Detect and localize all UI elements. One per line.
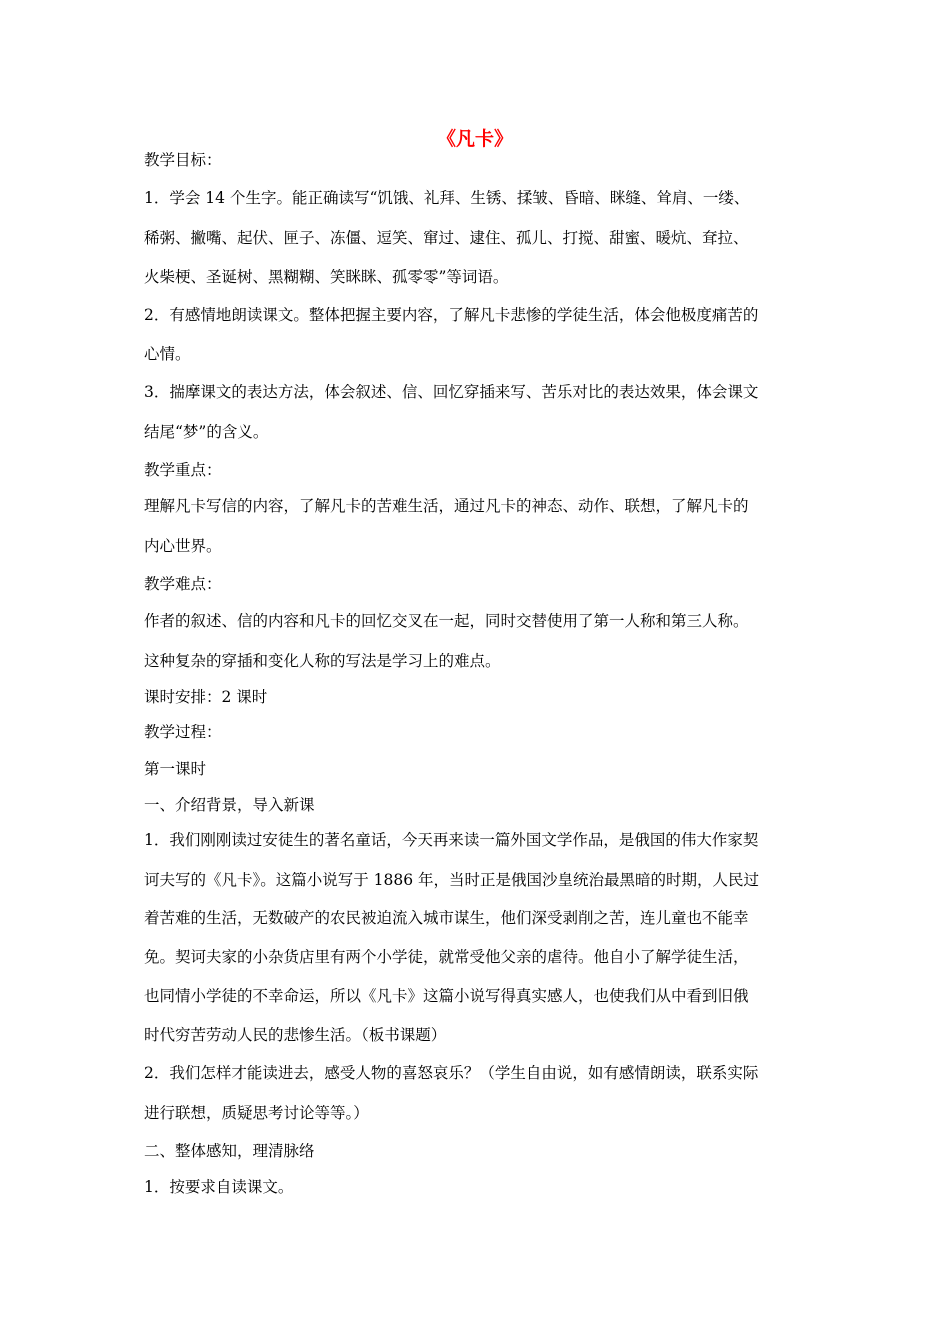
- heading-process: 教学过程：: [144, 723, 222, 741]
- paragraph-line: 1．学会 14 个生字。能正确读写“饥饿、礼拜、生锈、揉皱、昏暗、眯缝、耸肩、一缕、: [144, 189, 750, 207]
- heading-first-lesson: 第一课时: [144, 760, 207, 778]
- paragraph-line: 诃夫写的《凡卡》。这篇小说写于 1886 年，当时正是俄国沙皇统治最黑暗的时期，人民过: [144, 871, 760, 889]
- paragraph-line: 1．按要求自读课文。: [144, 1178, 294, 1196]
- paragraph-line: 进行联想，质疑思考讨论等等。）: [144, 1104, 369, 1122]
- paragraph-line: 3．揣摩课文的表达方法，体会叙述、信、回忆穿插来写、苦乐对比的表达效果，体会课文: [144, 383, 759, 401]
- paragraph-line: 这种复杂的穿插和变化人称的写法是学习上的难点。: [144, 652, 501, 670]
- paragraph-line: 理解凡卡写信的内容，了解凡卡的苦难生活，通过凡卡的神态、动作、联想，了解凡卡的: [144, 497, 749, 515]
- section-heading: 二、整体感知，理清脉络: [144, 1142, 315, 1160]
- document-title: 《凡卡》: [436, 128, 513, 150]
- paragraph-line: 心情。: [144, 345, 191, 363]
- paragraph-line: 2．有感情地朗读课文。整体把握主要内容，了解凡卡悲惨的学徒生活，体会他极度痛苦的: [144, 306, 759, 324]
- paragraph-line: 也同情小学徒的不幸命运，所以《凡卡》这篇小说写得真实感人，也使我们从中看到旧俄: [144, 987, 749, 1005]
- paragraph-line: 作者的叙述、信的内容和凡卡的回忆交叉在一起，同时交替使用了第一人称和第三人称。: [144, 612, 749, 630]
- heading-difficulties: 教学难点：: [144, 575, 222, 593]
- paragraph-line: 2．我们怎样才能读进去，感受人物的喜怒哀乐？（学生自由说，如有感情朗读，联系实际: [144, 1064, 759, 1082]
- paragraph-line: 1．我们刚刚读过安徒生的著名童话，今天再来读一篇外国文学作品，是俄国的伟大作家契: [144, 831, 759, 849]
- paragraph-line: 结尾“梦”的含义。: [144, 423, 269, 441]
- paragraph-line: 火柴梗、圣诞树、黑糊糊、笑眯眯、孤零零”等词语。: [144, 268, 509, 286]
- section-heading: 一、介绍背景，导入新课: [144, 796, 315, 814]
- paragraph-line: 免。契诃夫家的小杂货店里有两个小学徒，就常受他父亲的虐待。他自小了解学徒生活，: [144, 948, 749, 966]
- heading-objectives: 教学目标：: [144, 151, 222, 169]
- paragraph-line: 稀粥、撇嘴、起伏、匣子、冻僵、逗笑、窜过、逮住、孤儿、打搅、甜蜜、暖炕、耷拉、: [144, 229, 749, 247]
- paragraph-line: 时代穷苦劳动人民的悲惨生活。（板书课题）: [144, 1026, 447, 1044]
- heading-key-points: 教学重点：: [144, 461, 222, 479]
- schedule-line: 课时安排：2 课时: [144, 688, 268, 706]
- paragraph-line: 着苦难的生活，无数破产的农民被迫流入城市谋生，他们深受剥削之苦，连儿童也不能幸: [144, 909, 749, 927]
- paragraph-line: 内心世界。: [144, 537, 222, 555]
